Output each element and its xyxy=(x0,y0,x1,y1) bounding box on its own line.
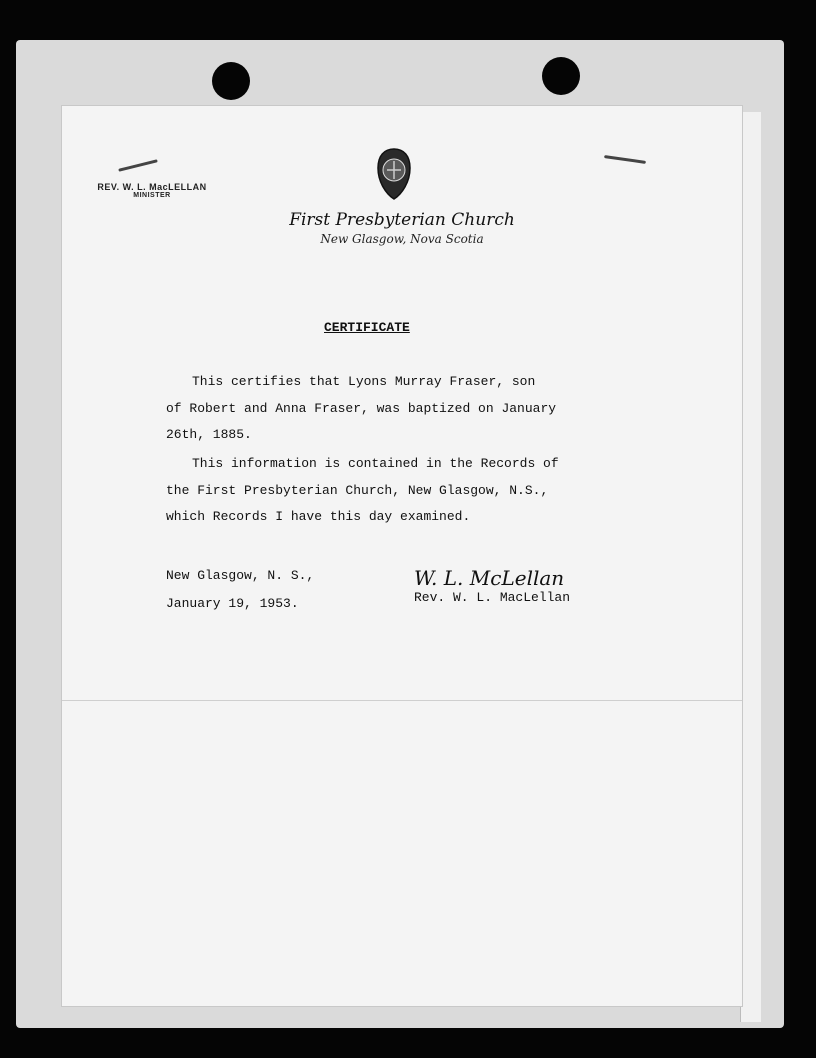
date: January 19, 1953. xyxy=(166,596,299,611)
handwritten-signature: W. L. McLellan xyxy=(414,566,565,590)
certificate-paragraph-1 xyxy=(166,369,596,449)
paragraph-line xyxy=(166,451,596,478)
paragraph-line: the First Presbyterian Church, New Glasgow, N.S., xyxy=(166,482,549,498)
punch-hole-left xyxy=(212,62,250,100)
paragraph-line: 26th, 1885. xyxy=(166,427,252,442)
certificate-paragraph-2 xyxy=(166,451,596,531)
punch-hole-right xyxy=(542,57,580,95)
paragraph-line: which Records I have this day examined. xyxy=(166,509,471,524)
place: New Glasgow, N. S., xyxy=(166,568,315,583)
paragraph-line xyxy=(166,369,596,396)
paragraph-line: of Robert and Anna Fraser, was baptized on January xyxy=(166,400,557,416)
signatory-name: Rev. W. L. MacLellan xyxy=(414,590,571,605)
church-name: First Presbyterian Church xyxy=(289,210,515,230)
certificate-title: CERTIFICATE xyxy=(324,320,410,335)
underlying-sheet xyxy=(740,112,761,1022)
baptismal-certificate-letter xyxy=(62,106,742,1006)
paragraph-text: This certifies that Lyons Murray Fraser, son xyxy=(192,374,536,389)
fold-crease xyxy=(62,700,742,701)
minister-title: MINISTER xyxy=(133,192,171,199)
staple-left xyxy=(118,159,158,172)
minister-heading xyxy=(92,182,212,199)
paragraph-text: This information is contained in the Records of xyxy=(192,456,559,471)
church-location: New Glasgow, Nova Scotia xyxy=(320,232,484,246)
minister-name: REV. W. L. MacLELLAN xyxy=(97,182,207,192)
place-and-date xyxy=(166,562,314,618)
church-crest-icon xyxy=(374,146,414,207)
